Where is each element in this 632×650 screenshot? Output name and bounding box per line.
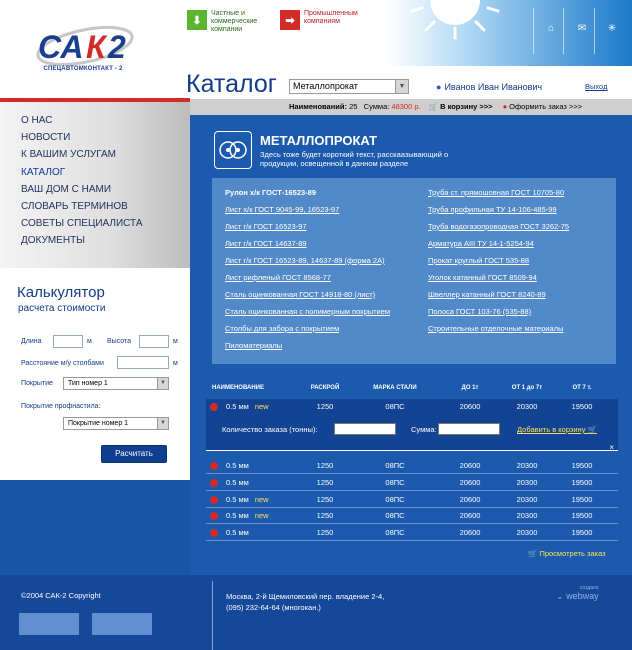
- category-link[interactable]: Труба профильная ТУ 14-106-485-99: [428, 205, 557, 214]
- row-thickness: 0.5 мм: [226, 528, 249, 537]
- bullet-icon: [210, 496, 218, 504]
- length-input[interactable]: [53, 335, 83, 348]
- cell-raskroy: 1250: [316, 461, 334, 470]
- sun-icon: [410, 0, 500, 40]
- new-badge: new: [254, 511, 269, 520]
- user-info: [436, 82, 542, 92]
- nav-item-dictionary[interactable]: СЛОВАРЬ ТЕРМИНОВ: [21, 200, 128, 212]
- cart-status-bar: [190, 99, 632, 115]
- bullet-icon: [210, 512, 218, 520]
- cell-price3: 19500: [571, 402, 593, 411]
- cell-raskroy: 1250: [316, 511, 334, 520]
- row-thickness: 0.5 мм: [226, 461, 249, 470]
- category-link[interactable]: Сталь оцинкованная ГОСТ 14918-80 (лист): [225, 290, 376, 299]
- profnastil-label: Покрытие профнастила:: [21, 403, 101, 410]
- items-count-label: Наименований:: [289, 102, 347, 111]
- row-name: [226, 399, 269, 415]
- nav-list: [0, 102, 190, 250]
- phone-line: (095) 232-64-64 (многокан.): [226, 603, 321, 612]
- table-row[interactable]: [206, 492, 618, 508]
- row-name: [226, 508, 269, 524]
- cell-price3: 19500: [571, 528, 593, 537]
- cell-price1: 20600: [459, 528, 481, 537]
- category-link[interactable]: Швеллер катанный ГОСТ 8240-89: [428, 290, 546, 299]
- developer-name: webway: [566, 591, 599, 601]
- row-name: [226, 492, 269, 508]
- cell-steel: 08ПС: [385, 461, 405, 470]
- row-sum-input[interactable]: [438, 423, 500, 435]
- nav-item-tips[interactable]: СОВЕТЫ СПЕЦИАЛИСТА: [21, 218, 143, 230]
- home-icon[interactable]: ⌂: [547, 23, 555, 34]
- copyright: ©2004 САК-2 Copyright: [21, 591, 101, 600]
- bullet-icon: [210, 462, 218, 470]
- cell-raskroy: 1250: [316, 528, 334, 537]
- category-link[interactable]: Лист г/к ГОСТ 16523-89, 14637-89 (форма 2А): [225, 256, 385, 265]
- cell-price2: 20300: [516, 478, 538, 487]
- nav-item-catalog[interactable]: КАТАЛОГ: [21, 166, 66, 178]
- footer: [0, 575, 632, 650]
- column-header-price1: ДО 1т: [461, 385, 479, 391]
- catalog-select[interactable]: [289, 79, 409, 94]
- footer-banner[interactable]: [19, 613, 79, 635]
- cell-price2: 20300: [516, 528, 538, 537]
- calculate-button[interactable]: Расчитать: [101, 445, 167, 463]
- segment-industrial-label: Промышленным компаниям: [304, 10, 358, 25]
- sum-label: Сумма:: [363, 102, 390, 111]
- category-link[interactable]: Лист г/к ГОСТ 16523-97: [225, 222, 307, 231]
- category-link[interactable]: Прокат круглый ГОСТ 535-88: [428, 256, 530, 265]
- nav-item-services[interactable]: К ВАШИМ УСЛУГАМ: [21, 149, 116, 161]
- category-link[interactable]: Труба водогазопроводная ГОСТ 3262-75: [428, 222, 570, 231]
- nav-item-about[interactable]: О НАС: [21, 115, 53, 126]
- bullet-icon: [210, 403, 218, 411]
- table-row-expanded[interactable]: [206, 399, 618, 451]
- chevron-down-icon[interactable]: ▼: [157, 418, 168, 429]
- length-label: Длина: [21, 338, 42, 345]
- svg-text:2: 2: [108, 29, 126, 65]
- segment-private-label: Частные и коммерческие компании: [211, 10, 258, 33]
- cell-raskroy: 1250: [316, 402, 334, 411]
- main-content: [190, 115, 632, 575]
- chevron-down-icon[interactable]: ▼: [157, 378, 168, 389]
- quantity-input[interactable]: [334, 423, 396, 435]
- cart-icon: 🛒: [587, 425, 597, 434]
- header-separator: [563, 8, 564, 54]
- new-badge: new: [254, 495, 269, 504]
- developer-logo[interactable]: [556, 585, 599, 602]
- distance-input[interactable]: [117, 356, 169, 369]
- coating-select-value: Тип номер 1: [68, 380, 108, 387]
- column-header-steel: МАРКА СТАЛИ: [373, 385, 417, 391]
- nav-item-home[interactable]: ВАШ ДОМ С НАМИ: [21, 183, 112, 195]
- cell-price3: 19500: [571, 478, 593, 487]
- category-link[interactable]: Лист рифленый ГОСТ 8568-77: [225, 273, 331, 282]
- cell-price3: 19500: [571, 495, 593, 504]
- developer-caption: создано: [579, 585, 599, 591]
- row-thickness: 0.5 мм: [226, 478, 249, 487]
- row-name: [226, 525, 255, 541]
- cell-price3: 19500: [571, 511, 593, 520]
- segment-private-button[interactable]: [187, 10, 283, 34]
- section-title: МЕТАЛЛОПРОКАТ: [260, 133, 378, 148]
- category-link[interactable]: Сталь оцинкованная с полимерным покрытием: [225, 307, 391, 316]
- column-header-name: НАИМЕНОВАНИЕ: [212, 385, 264, 391]
- add-to-cart-link[interactable]: [517, 425, 597, 434]
- distance-unit: м: [173, 360, 178, 367]
- row-thickness: 0.5 мм: [226, 511, 249, 520]
- cell-steel: 08ПС: [385, 528, 405, 537]
- cell-price1: 20600: [459, 461, 481, 470]
- catalog-title: Каталог: [186, 70, 277, 98]
- coating-label: Покрытие: [21, 380, 53, 387]
- view-order-label: Просмотреть заказ: [539, 549, 606, 558]
- category-link[interactable]: Пиломатериалы: [225, 341, 283, 350]
- category-link[interactable]: Арматура АIII ТУ 14-1-5254-94: [428, 239, 534, 248]
- logo-caption: СПЕЦАВТОМКОНТАКТ - 2: [43, 66, 123, 72]
- new-badge: new: [254, 402, 269, 411]
- items-count-value: 25: [349, 102, 358, 111]
- table-row[interactable]: [206, 525, 618, 541]
- cell-price2: 20300: [516, 402, 538, 411]
- row-name: [226, 458, 255, 474]
- mail-icon[interactable]: ✉: [577, 23, 587, 34]
- cell-steel: 08ПС: [385, 402, 405, 411]
- sum-value: 48300 р.: [391, 102, 421, 111]
- profnastil-select-value: Покрытие номер 1: [68, 420, 129, 427]
- cell-price2: 20300: [516, 511, 538, 520]
- footer-banner[interactable]: [92, 613, 152, 635]
- category-links-box: [212, 178, 616, 364]
- svg-text:К: К: [86, 29, 106, 65]
- arrow-right-icon: ➡: [280, 10, 300, 30]
- table-row[interactable]: [206, 508, 618, 524]
- column-header-price2: ОТ 1 до 7т: [511, 385, 543, 391]
- header: [0, 0, 632, 100]
- category-link[interactable]: Уголок катанный ГОСТ 8509-94: [428, 273, 537, 282]
- category-link[interactable]: Труба ст. прямошовная ГОСТ 10705-80: [428, 188, 565, 197]
- length-unit: м: [87, 338, 92, 345]
- logout-link[interactable]: Выход: [585, 82, 608, 91]
- cell-price1: 20600: [459, 402, 481, 411]
- cell-price1: 20600: [459, 511, 481, 520]
- coating-select[interactable]: [63, 377, 169, 390]
- distance-label: Расстояние м/у столбами: [21, 360, 104, 367]
- height-input[interactable]: [139, 335, 169, 348]
- nav-item-documents[interactable]: ДОКУМЕНТЫ: [21, 235, 86, 247]
- category-link[interactable]: Рулон х/к ГОСТ-16523-89: [225, 188, 317, 197]
- left-navigation: [0, 102, 190, 268]
- cell-price1: 20600: [459, 495, 481, 504]
- header-separator: [533, 8, 534, 54]
- column-header-raskroy: РАСКРОЙ: [310, 385, 340, 391]
- catalog-select-value: Металлопрокат: [293, 81, 358, 91]
- segment-industrial-button[interactable]: [280, 10, 372, 30]
- row-sum-label: Сумма:: [411, 425, 437, 434]
- cell-steel: 08ПС: [385, 511, 405, 520]
- checkout-link[interactable]: Оформить заказ >>>: [509, 102, 583, 111]
- profnastil-select[interactable]: [63, 417, 169, 430]
- add-to-cart-label: Добавить в корзину: [517, 425, 586, 434]
- cart-icon: 🛒: [528, 549, 538, 558]
- chevron-down-icon[interactable]: ▼: [395, 80, 408, 93]
- address-line: Москва, 2-й Щемиловский пер. владение 2-4,: [226, 592, 385, 601]
- column-header-price3: ОТ 7 т.: [572, 385, 592, 391]
- category-link[interactable]: Столбы для забора с покрытием: [225, 324, 340, 333]
- bullet-icon: [210, 529, 218, 537]
- bullet-icon: [210, 479, 218, 487]
- user-name: Иванов Иван Иванович: [444, 82, 543, 92]
- table-row[interactable]: [206, 458, 618, 474]
- calculator-title: Калькулятор: [17, 284, 105, 301]
- quantity-label: Количество заказа (тонны):: [222, 425, 318, 434]
- view-order-link[interactable]: [528, 549, 606, 558]
- row-name: [226, 475, 255, 491]
- products-table-header: [190, 385, 632, 397]
- cell-raskroy: 1250: [316, 495, 334, 504]
- snowflake-icon[interactable]: ✳: [607, 23, 617, 34]
- header-separator: [594, 8, 595, 54]
- height-label: Высота: [107, 338, 132, 345]
- cell-price1: 20600: [459, 478, 481, 487]
- category-link[interactable]: Строительные отделочные материалы: [428, 324, 564, 333]
- nav-item-news[interactable]: НОВОСТИ: [21, 132, 71, 144]
- chevron-down-icon: ⌄: [556, 591, 564, 601]
- to-cart-link[interactable]: В корзину >>>: [440, 102, 493, 111]
- row-thickness: 0.5 мм: [226, 495, 249, 504]
- cell-steel: 08ПС: [385, 478, 405, 487]
- cell-price2: 20300: [516, 495, 538, 504]
- cell-price3: 19500: [571, 461, 593, 470]
- user-icon: ●: [436, 82, 442, 92]
- svg-text:СА: СА: [38, 29, 84, 65]
- category-link[interactable]: Лист х/к ГОСТ 9045-99, 16523-97: [225, 205, 340, 214]
- cell-steel: 08ПС: [385, 495, 405, 504]
- footer-address: [226, 591, 384, 613]
- table-row[interactable]: [206, 475, 618, 491]
- close-icon[interactable]: ×: [609, 443, 614, 452]
- cell-raskroy: 1250: [316, 478, 334, 487]
- row-thickness: 0.5 мм: [226, 402, 249, 411]
- footer-divider: [212, 581, 213, 650]
- arrow-down-icon: ⬇: [187, 10, 207, 30]
- section-description: Здесь тоже будет короткий текст, расскаазывающий о продукции, освещенной в данном разделе: [260, 150, 449, 168]
- calculator-panel: [0, 268, 190, 480]
- cart-icon: 🛒: [428, 102, 439, 111]
- category-link[interactable]: Лист г/к ГОСТ 14637-89: [225, 239, 307, 248]
- cell-price2: 20300: [516, 461, 538, 470]
- height-unit: м: [173, 338, 178, 345]
- disks-icon: [214, 131, 252, 169]
- calculator-subtitle: расчета стоимости: [18, 303, 106, 314]
- category-link[interactable]: Полоса ГОСТ 103-76 (535-88): [428, 307, 532, 316]
- order-icon: ●: [502, 102, 508, 111]
